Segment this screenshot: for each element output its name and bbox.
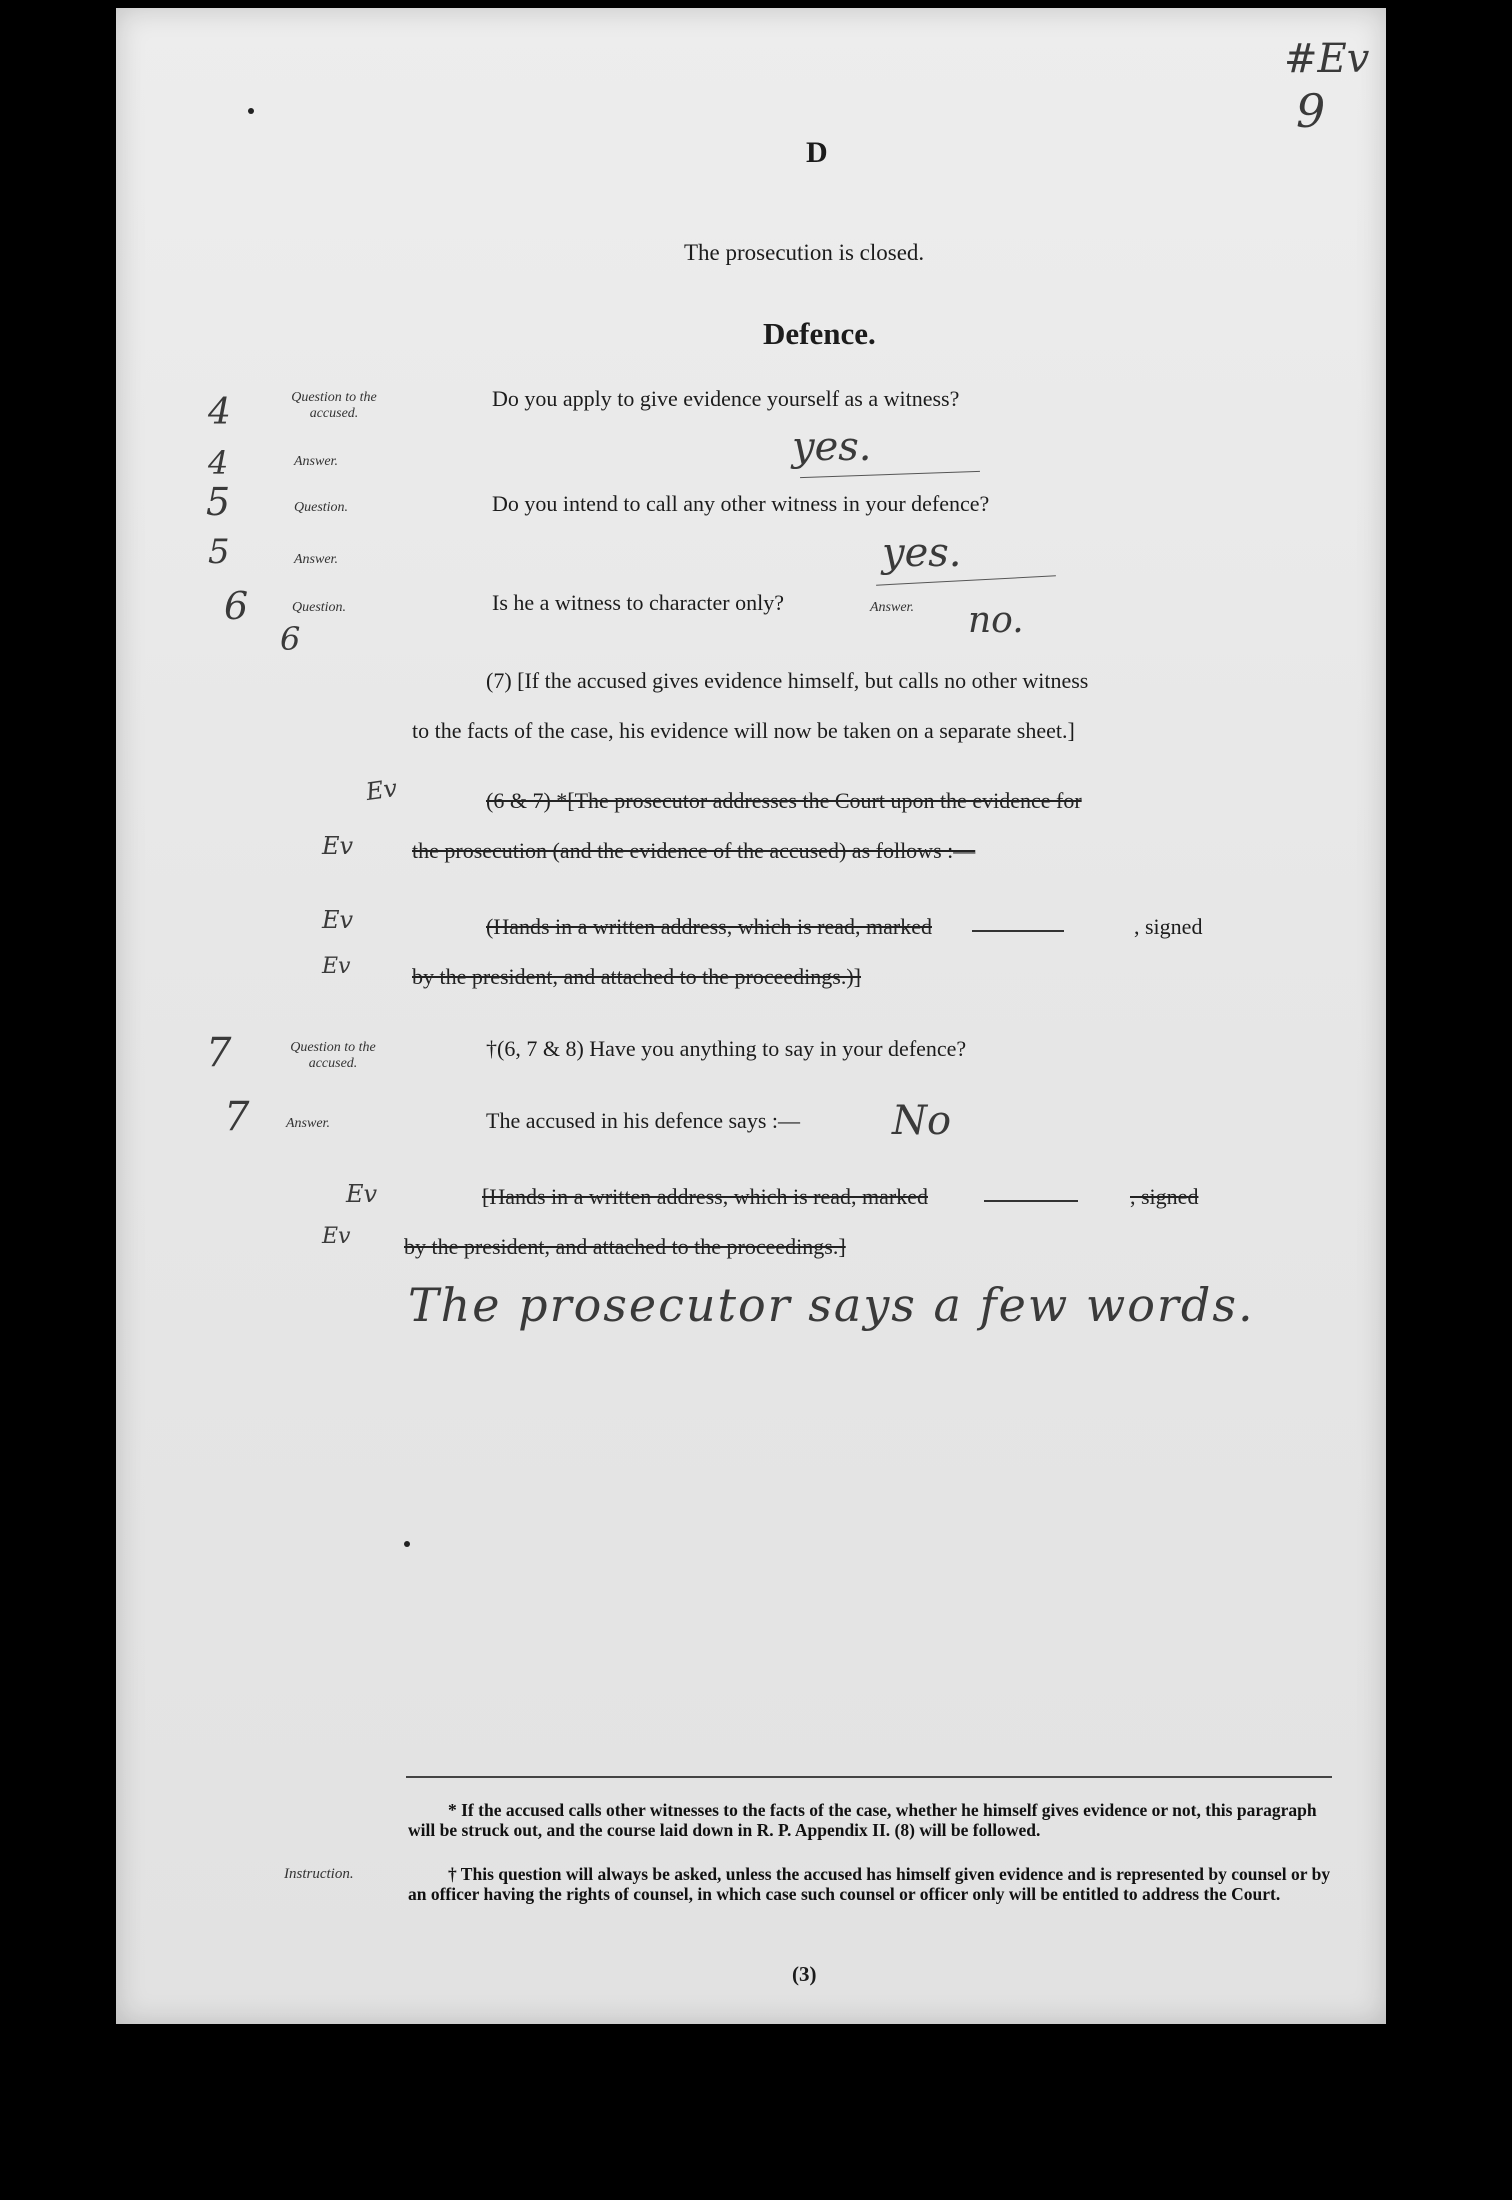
- answer-4-handwritten: No: [892, 1098, 952, 1144]
- struck-written-address-2-line-2: by the president, and attached to the proceedings.]: [404, 1234, 846, 1259]
- margin-label-question-to-accused: Question to the accused.: [291, 390, 377, 421]
- question-1: Do you apply to give evidence yourself as a witness?: [492, 386, 960, 411]
- inline-answer-label: Answer.: [870, 600, 914, 615]
- margin-label-answer: Answer.: [294, 454, 338, 469]
- speck: [404, 1541, 410, 1547]
- margin-number: 4: [208, 444, 229, 482]
- margin-label-instruction: Instruction.: [284, 1866, 354, 1882]
- answer-3-handwritten: no.: [968, 600, 1024, 641]
- struck-prosecutor-address-line-1: (6 & 7) *[The prosecutor addresses the Court upon the evidence for: [486, 788, 1082, 813]
- margin-label-question-to-accused: Question to the accused.: [290, 1040, 376, 1071]
- margin-number: 6: [224, 584, 249, 628]
- footnote-star: * If the accused calls other witnesses to the facts of the case, whether he himself gives evidence or not, this paragraph will be struck out, and the course laid down in R. P. Appendix II. (8) will be followed.: [408, 1800, 1317, 1840]
- struck-written-address-1-line-2: by the president, and attached to the proceedings.)]: [412, 964, 862, 989]
- answer-underline: [800, 471, 980, 478]
- blank-mark-field: [972, 930, 1064, 932]
- answer-4-label: The accused in his defence says :—: [486, 1108, 800, 1133]
- question-3: Is he a witness to character only?: [492, 590, 784, 615]
- handwritten-prosecutor-note: The prosecutor says a few words.: [408, 1278, 1255, 1332]
- margin-label-question: Question.: [294, 500, 349, 515]
- answer-2-handwritten: yes.: [882, 530, 962, 576]
- page-number: (3): [792, 1962, 817, 1986]
- struck-written-address-1-line-1: (Hands in a written address, which is read, marked: [486, 914, 932, 939]
- document-page: [116, 8, 1386, 2024]
- blank-mark-field: [984, 1200, 1078, 1202]
- margin-number: 5: [206, 480, 231, 524]
- struck-written-address-2-line-1: [Hands in a written address, which is read, marked: [482, 1184, 928, 1209]
- corner-page-number: 9: [1296, 84, 1326, 138]
- paragraph-7-line-1: (7) [If the accused gives evidence himself, but calls no other witness: [486, 668, 1089, 693]
- struck-prosecutor-address-line-2: the prosecution (and the evidence of the accused) as follows :—: [412, 838, 976, 863]
- margin-number: 7: [206, 1030, 232, 1076]
- margin-number: 5: [208, 532, 230, 572]
- margin-number: 4: [208, 392, 231, 433]
- signed-label-2: , signed: [1130, 1184, 1199, 1209]
- footnote-divider: [406, 1776, 1332, 1778]
- margin-number: 7: [224, 1094, 250, 1140]
- question-2: Do you intend to call any other witness in your defence?: [492, 491, 990, 516]
- margin-ev-mark: Ev: [346, 1180, 378, 1208]
- question-4: †(6, 7 & 8) Have you anything to say in your defence?: [486, 1036, 967, 1061]
- margin-ev-mark: Ev: [364, 773, 399, 807]
- signed-label-1: , signed: [1134, 914, 1203, 939]
- footnote-dagger: † This question will always be asked, unless the accused has himself given evidence and is represented by counsel or by an officer having the rights of counsel, in which case such counsel or officer only will be entitled to address the Court.: [408, 1864, 1331, 1904]
- paragraph-7-line-2: to the facts of the case, his evidence will now be taken on a separate sheet.]: [412, 718, 1075, 743]
- prosecution-closed: The prosecution is closed.: [684, 240, 925, 265]
- section-letter: D: [806, 136, 828, 169]
- margin-ev-mark: Ev: [322, 1224, 351, 1249]
- answer-underline: [876, 575, 1056, 585]
- margin-label-answer: Answer.: [286, 1116, 330, 1131]
- margin-label-answer: Answer.: [294, 552, 338, 567]
- margin-ev-mark: Ev: [322, 906, 354, 934]
- margin-ev-mark: Ev: [322, 832, 354, 860]
- margin-number: 6: [280, 620, 301, 658]
- answer-1-handwritten: yes.: [792, 424, 872, 470]
- margin-label-question: Question.: [292, 600, 347, 615]
- corner-mark-ev: #Ev: [1284, 36, 1370, 82]
- margin-ev-mark: Ev: [322, 954, 351, 979]
- page-heading: Defence.: [763, 316, 876, 351]
- speck: [248, 108, 254, 114]
